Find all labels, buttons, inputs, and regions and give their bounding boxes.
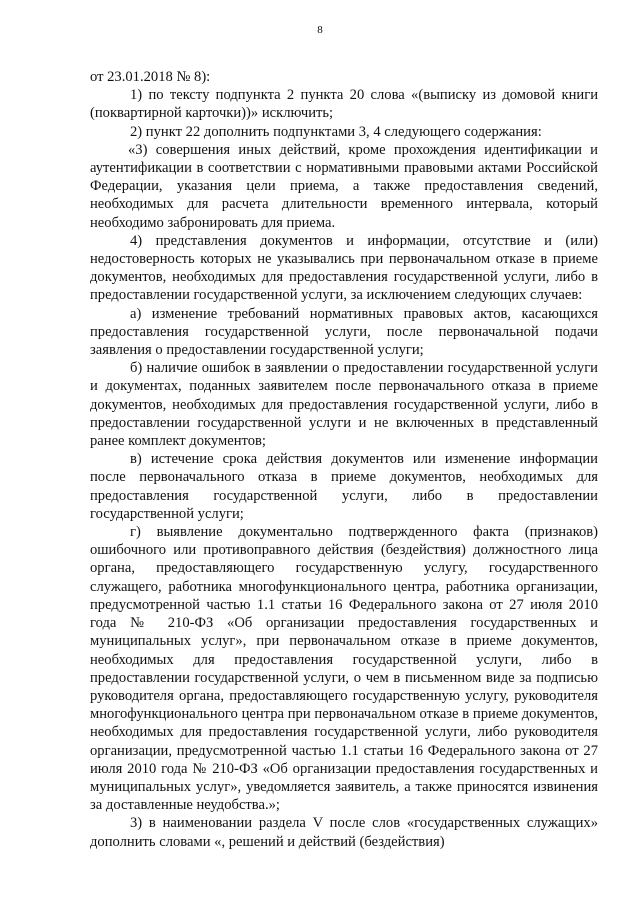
paragraph-continuation: от 23.01.2018 № 8): <box>90 69 211 85</box>
paragraph-case-g: г) выявление документально подтвержденного факта (признаков) ошибочного или противоправного действия (бездействия) должностного лица органа, предоставляющего государственную услугу, государственного служащего, работника многофункционального центра, работника организации, предусмотренной частью 1.1 статьи 16 Федерального закона от 27 июля 2010 года № 210-ФЗ «Об организации предоставления государственных и муниципальных услуг», при первоначальном отказе в приеме документов, необходимых для предоставления государственной услуги, либо в предоставлении государственной услуги, о чем в письменном виде за подписью руководителя органа, предоставляющего государственную услугу, руководителя многофункционального центра при первоначальном отказе в приеме документов, необходимых для предоставления государственной услуги, либо руководителя организации, предусмотренной частью 1.1 статьи 16 Федерального закона от 27 июля 2010 года № 210-ФЗ «Об организации предоставления государственных и муниципальных услуг», уведомляется заявитель, а также приносятся извинения за доставленные неудобства.»; <box>90 524 598 814</box>
paragraph-subitem-3: «3) совершения иных действий, кроме прохождения идентификации и аутентификации в соответствии с нормативными правовыми актами Российской Федерации, указания цели приема, а также предоставления сведений, необходимых для расчета длительности временного интервала, который необходимо забронировать для приема. <box>90 141 598 231</box>
paragraph-case-v: в) истечение срока действия документов или изменение информации после первоначального отказа в приеме документов, необходимых для предоставления государственной услуги, либо в предоставлении государственной услуги; <box>90 451 598 522</box>
paragraph-item-2: 2) пункт 22 дополнить подпунктами 3, 4 следующего содержания: <box>130 123 542 140</box>
paragraph-item-3: 3) в наименовании раздела V после слов «государственных служащих» дополнить словами «, решений и действий (бездействия) <box>90 815 598 850</box>
paragraph-subitem-4: 4) представления документов и информации, отсутствие и (или) недостоверность которых не указывались при первоначальном отказе в приеме документов, необходимых для предоставления государственной услуги, либо в предоставлении государственной услуги, за исключением следующих случаев: <box>90 232 598 304</box>
document-body <box>90 68 598 851</box>
paragraph-case-b: б) наличие ошибок в заявлении о предоставлении государственной услуги и документах, поданных заявителем после первоначального отказа в приеме документов, необходимых для предоставления государственной услуги, либо в предоставлении государственной услуги и не включенных в представленный ранее комплект документов; <box>90 360 598 450</box>
paragraph-item-1: 1) по тексту подпункта 2 пункта 20 слова «(выписку из домовой книги (поквартирной карточки))» исключить; <box>90 87 598 122</box>
page-number: 8 <box>317 24 323 36</box>
paragraph-case-a: а) изменение требований нормативных правовых актов, касающихся предоставления государственной услуги, после первоначальной подачи заявления о предоставлении государственной услуги; <box>90 305 598 359</box>
